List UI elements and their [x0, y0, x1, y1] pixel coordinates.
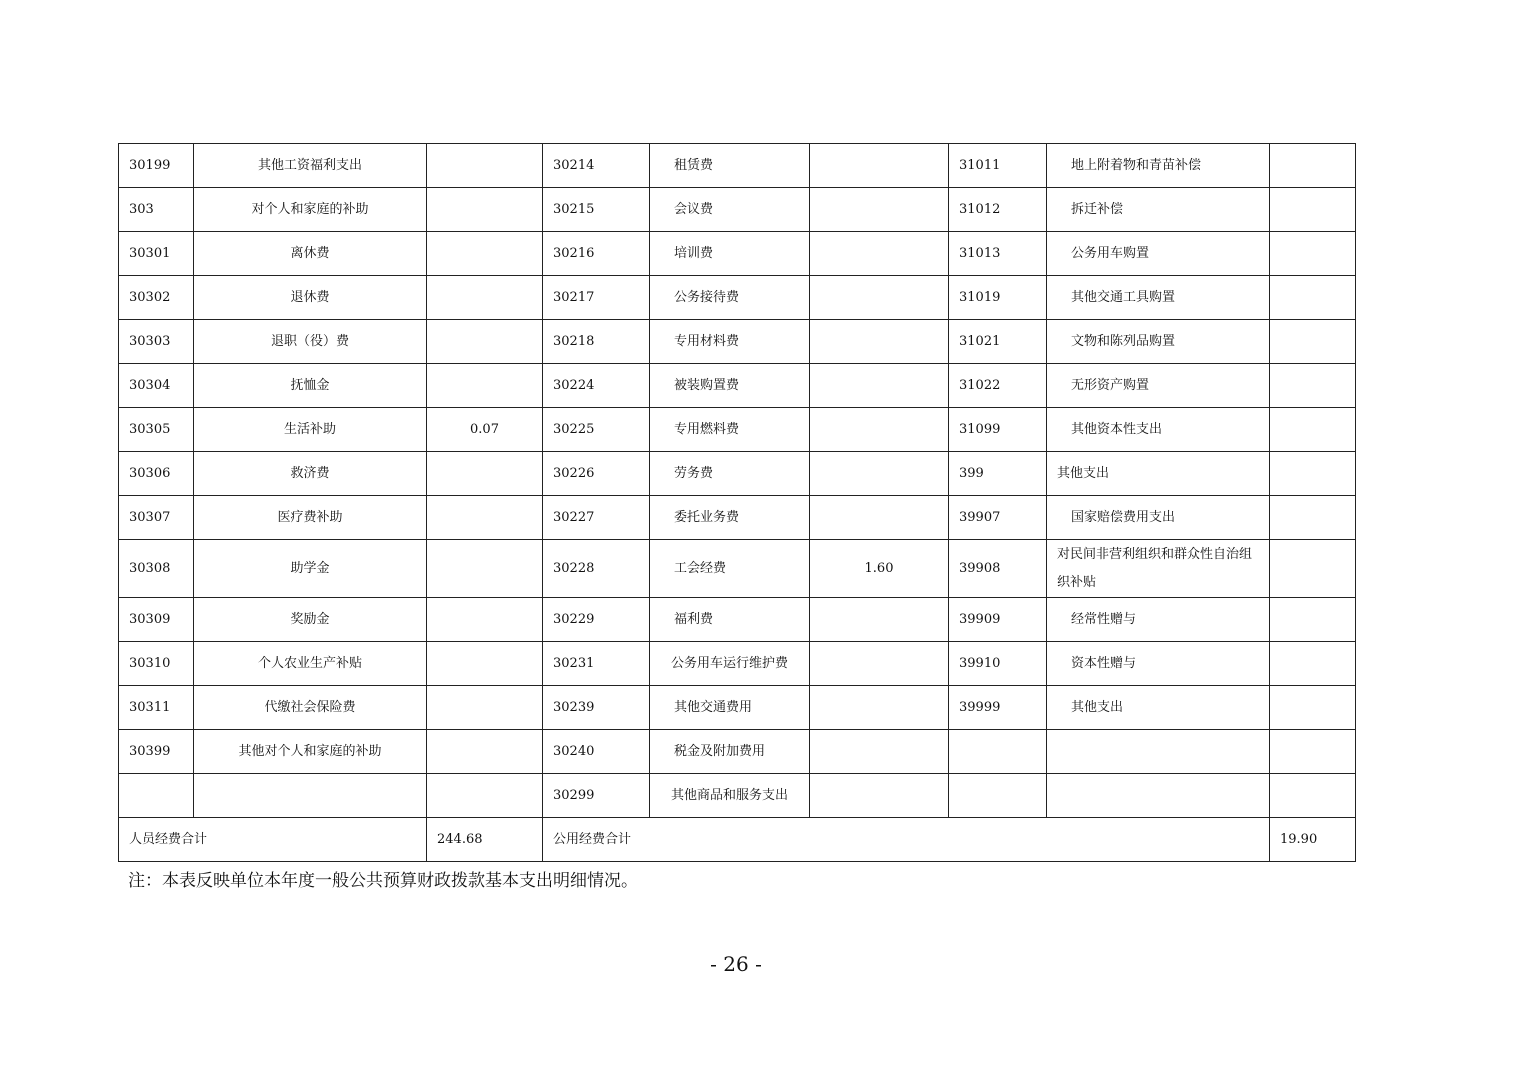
item-name-cell: 拆迁补偿 [1047, 188, 1270, 232]
public-total-value: 19.90 [1270, 818, 1356, 862]
item-name-cell: 其他对个人和家庭的补助 [194, 730, 427, 774]
item-name-cell: 其他支出 [1047, 686, 1270, 730]
amount-cell [810, 496, 949, 540]
amount-cell [427, 598, 543, 642]
amount-cell [427, 452, 543, 496]
amount-cell [427, 686, 543, 730]
item-name-cell: 其他资本性支出 [1047, 408, 1270, 452]
amount-cell [810, 774, 949, 818]
amount-cell [810, 320, 949, 364]
economic-code-cell: 30229 [543, 598, 650, 642]
item-name-cell [194, 774, 427, 818]
economic-code-cell: 30304 [119, 364, 194, 408]
economic-code-cell: 30239 [543, 686, 650, 730]
economic-code-cell: 30240 [543, 730, 650, 774]
item-name-cell: 个人农业生产补贴 [194, 642, 427, 686]
item-name-cell: 对个人和家庭的补助 [194, 188, 427, 232]
personnel-total-label: 人员经费合计 [119, 818, 427, 862]
item-name-cell [1047, 774, 1270, 818]
item-name-cell: 公务用车购置 [1047, 232, 1270, 276]
amount-cell [1270, 642, 1356, 686]
economic-code-cell: 30305 [119, 408, 194, 452]
amount-cell [1270, 320, 1356, 364]
item-name-cell: 会议费 [650, 188, 810, 232]
amount-cell [427, 276, 543, 320]
amount-cell [810, 232, 949, 276]
item-name-cell: 专用材料费 [650, 320, 810, 364]
personnel-total-value: 244.68 [427, 818, 543, 862]
amount-cell [1270, 408, 1356, 452]
economic-code-cell: 30218 [543, 320, 650, 364]
table-row [119, 540, 1356, 598]
amount-cell: 0.07 [427, 408, 543, 452]
amount-cell [1270, 188, 1356, 232]
amount-cell [810, 188, 949, 232]
item-name-cell: 国家赔偿费用支出 [1047, 496, 1270, 540]
economic-code-cell: 39910 [949, 642, 1047, 686]
table-row [119, 730, 1356, 774]
table-row [119, 320, 1356, 364]
economic-code-cell [949, 774, 1047, 818]
economic-code-cell: 30215 [543, 188, 650, 232]
economic-code-cell: 30228 [543, 540, 650, 598]
item-name-cell: 劳务费 [650, 452, 810, 496]
table-row [119, 364, 1356, 408]
economic-code-cell: 31012 [949, 188, 1047, 232]
amount-cell [1270, 540, 1356, 598]
amount-cell [810, 642, 949, 686]
economic-code-cell: 30306 [119, 452, 194, 496]
economic-code-cell: 30224 [543, 364, 650, 408]
economic-code-cell: 30299 [543, 774, 650, 818]
item-name-cell: 生活补助 [194, 408, 427, 452]
item-name-cell: 地上附着物和青苗补偿 [1047, 144, 1270, 188]
economic-code-cell: 31019 [949, 276, 1047, 320]
economic-code-cell: 30217 [543, 276, 650, 320]
table-row [119, 686, 1356, 730]
item-name-cell [1047, 730, 1270, 774]
economic-code-cell: 31011 [949, 144, 1047, 188]
item-name-cell: 退休费 [194, 276, 427, 320]
table-row [119, 452, 1356, 496]
amount-cell [1270, 452, 1356, 496]
item-name-cell: 委托业务费 [650, 496, 810, 540]
economic-code-cell: 30308 [119, 540, 194, 598]
amount-cell [1270, 496, 1356, 540]
table-row [119, 496, 1356, 540]
economic-code-cell: 31022 [949, 364, 1047, 408]
item-name-cell: 工会经费 [650, 540, 810, 598]
economic-code-cell [949, 730, 1047, 774]
item-name-cell: 医疗费补助 [194, 496, 427, 540]
economic-code-cell: 30231 [543, 642, 650, 686]
item-name-cell: 税金及附加费用 [650, 730, 810, 774]
economic-code-cell: 30303 [119, 320, 194, 364]
item-name-cell: 培训费 [650, 232, 810, 276]
amount-cell [427, 364, 543, 408]
economic-code-cell: 30216 [543, 232, 650, 276]
economic-code-cell: 30214 [543, 144, 650, 188]
economic-code-cell: 39909 [949, 598, 1047, 642]
item-name-cell: 其他交通工具购置 [1047, 276, 1270, 320]
amount-cell [427, 320, 543, 364]
table-row [119, 144, 1356, 188]
economic-code-cell: 30199 [119, 144, 194, 188]
economic-code-cell: 30311 [119, 686, 194, 730]
table-row [119, 642, 1356, 686]
amount-cell [427, 730, 543, 774]
amount-cell [810, 598, 949, 642]
economic-code-cell: 30309 [119, 598, 194, 642]
economic-code-cell: 30227 [543, 496, 650, 540]
amount-cell [1270, 364, 1356, 408]
item-name-cell: 公务用车运行维护费 [650, 642, 810, 686]
item-name-cell: 离休费 [194, 232, 427, 276]
item-name-cell: 对民间非营利组织和群众性自治组织补贴 [1047, 540, 1270, 598]
amount-cell [1270, 232, 1356, 276]
amount-cell [810, 144, 949, 188]
table-row [119, 598, 1356, 642]
amount-cell [810, 452, 949, 496]
table-row [119, 774, 1356, 818]
amount-cell [427, 540, 543, 598]
amount-cell [427, 188, 543, 232]
economic-code-cell: 30307 [119, 496, 194, 540]
item-name-cell: 福利费 [650, 598, 810, 642]
amount-cell [810, 686, 949, 730]
table-row [119, 276, 1356, 320]
public-total-label: 公用经费合计 [543, 818, 1270, 862]
amount-cell [427, 232, 543, 276]
item-name-cell: 其他交通费用 [650, 686, 810, 730]
economic-code-cell: 30302 [119, 276, 194, 320]
item-name-cell: 租赁费 [650, 144, 810, 188]
economic-code-cell: 39999 [949, 686, 1047, 730]
table-note: 注：本表反映单位本年度一般公共预算财政拨款基本支出明细情况。 [128, 871, 638, 891]
item-name-cell: 文物和陈列品购置 [1047, 320, 1270, 364]
table-row [119, 232, 1356, 276]
economic-code-cell [119, 774, 194, 818]
amount-cell [1270, 774, 1356, 818]
economic-code-cell: 30226 [543, 452, 650, 496]
table-row [119, 188, 1356, 232]
amount-cell [810, 276, 949, 320]
amount-cell [427, 496, 543, 540]
item-name-cell: 专用燃料费 [650, 408, 810, 452]
economic-code-cell: 30310 [119, 642, 194, 686]
amount-cell [810, 730, 949, 774]
amount-cell [427, 642, 543, 686]
economic-code-cell: 31021 [949, 320, 1047, 364]
item-name-cell: 代缴社会保险费 [194, 686, 427, 730]
item-name-cell: 助学金 [194, 540, 427, 598]
amount-cell [427, 144, 543, 188]
table-row [119, 408, 1356, 452]
item-name-cell: 其他支出 [1047, 452, 1270, 496]
economic-code-cell: 399 [949, 452, 1047, 496]
economic-code-cell: 30225 [543, 408, 650, 452]
amount-cell [1270, 730, 1356, 774]
economic-code-cell: 31099 [949, 408, 1047, 452]
item-name-cell: 退职（役）费 [194, 320, 427, 364]
item-name-cell: 其他商品和服务支出 [650, 774, 810, 818]
amount-cell [810, 408, 949, 452]
amount-cell [427, 774, 543, 818]
economic-code-cell: 39907 [949, 496, 1047, 540]
item-name-cell: 被装购置费 [650, 364, 810, 408]
amount-cell [810, 364, 949, 408]
economic-code-cell: 39908 [949, 540, 1047, 598]
item-name-cell: 资本性赠与 [1047, 642, 1270, 686]
table-body [119, 144, 1356, 818]
page-number: - 26 - [710, 952, 762, 976]
item-name-cell: 救济费 [194, 452, 427, 496]
totals-row [119, 818, 1356, 862]
amount-cell [1270, 144, 1356, 188]
amount-cell: 1.60 [810, 540, 949, 598]
amount-cell [1270, 598, 1356, 642]
economic-code-cell: 31013 [949, 232, 1047, 276]
item-name-cell: 无形资产购置 [1047, 364, 1270, 408]
item-name-cell: 抚恤金 [194, 364, 427, 408]
item-name-cell: 经常性赠与 [1047, 598, 1270, 642]
amount-cell [1270, 686, 1356, 730]
budget-expenditure-table [118, 143, 1356, 862]
economic-code-cell: 30301 [119, 232, 194, 276]
economic-code-cell: 303 [119, 188, 194, 232]
item-name-cell: 奖励金 [194, 598, 427, 642]
economic-code-cell: 30399 [119, 730, 194, 774]
item-name-cell: 其他工资福利支出 [194, 144, 427, 188]
item-name-cell: 公务接待费 [650, 276, 810, 320]
amount-cell [1270, 276, 1356, 320]
